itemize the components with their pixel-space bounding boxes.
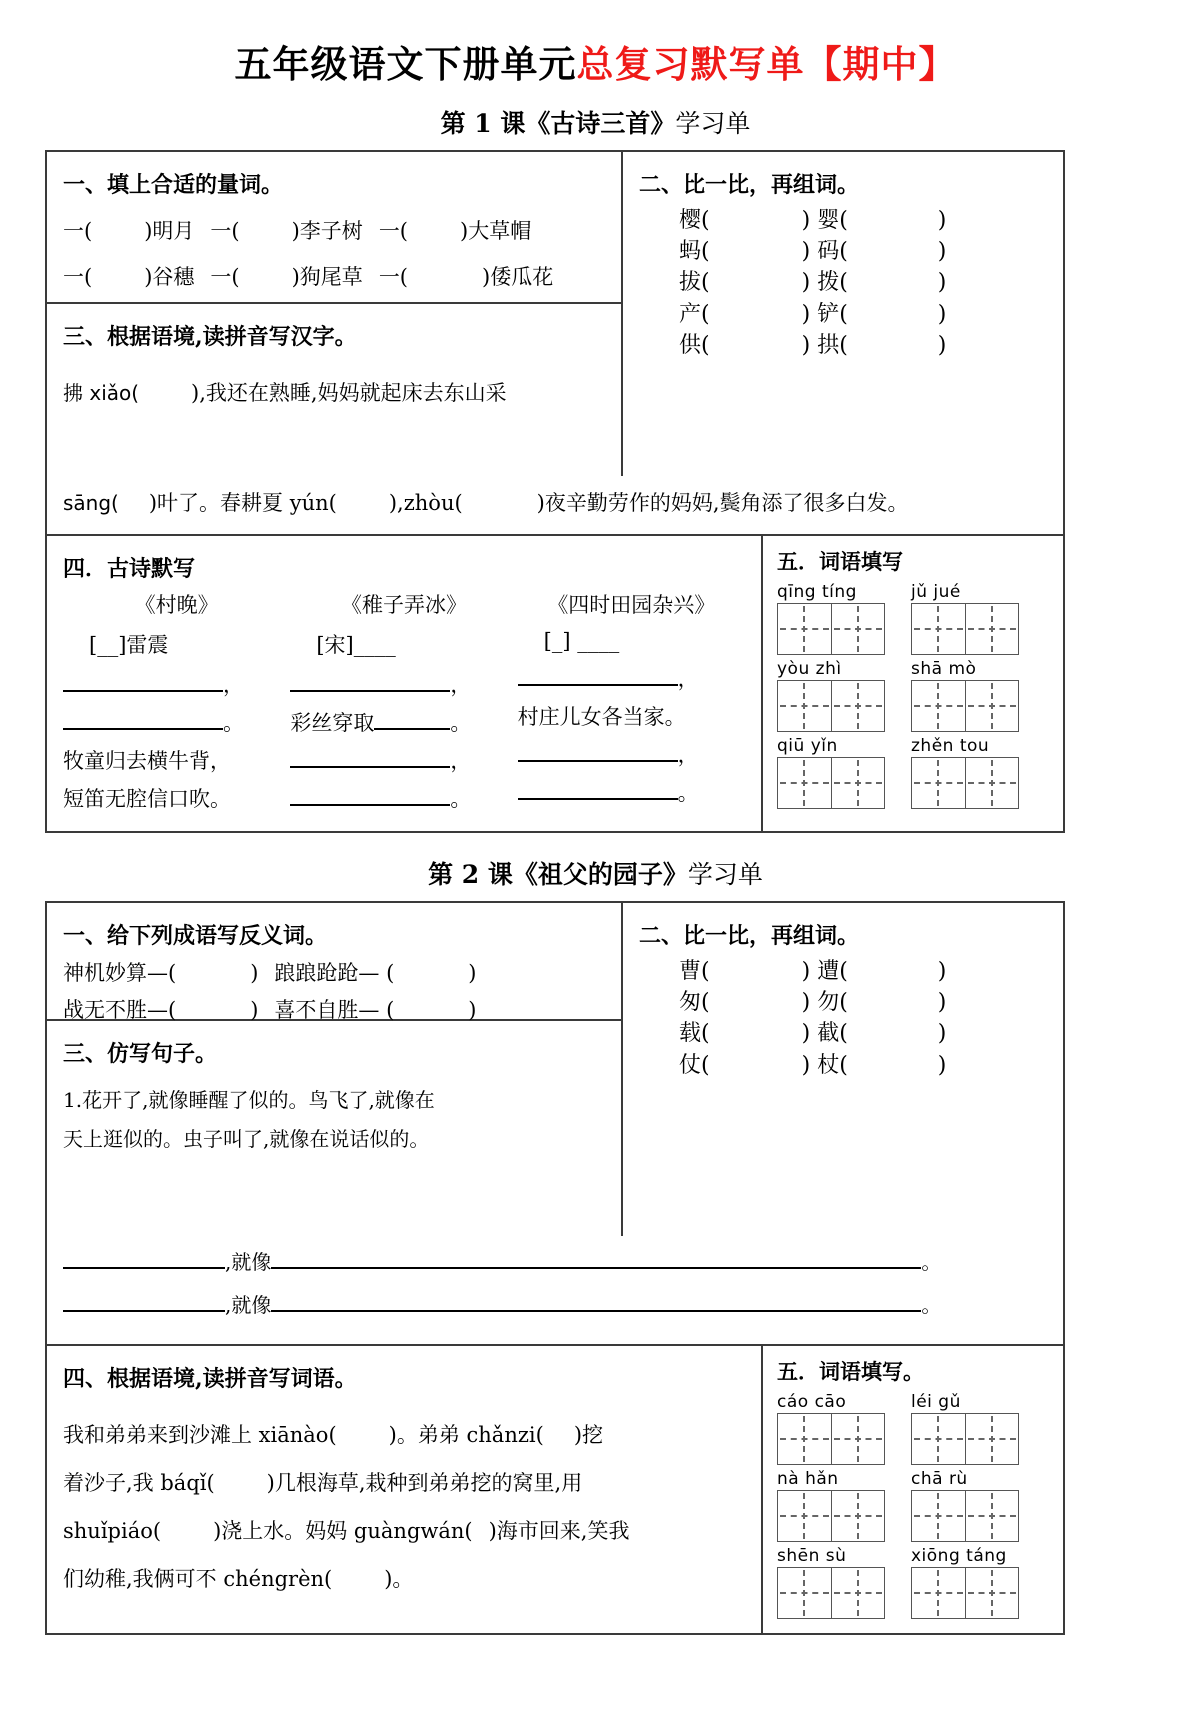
q3-line-2 [63, 487, 1047, 517]
grid-cell[interactable] [831, 604, 885, 654]
q1-b1-post: )谷穗 [144, 265, 195, 289]
grid-cell[interactable] [778, 604, 831, 654]
poem-blank[interactable] [518, 666, 678, 686]
pinyin-grid-item [777, 659, 887, 732]
poem-line [63, 669, 290, 699]
l2q2-char-right: 截( [817, 1021, 848, 1047]
grid-cell[interactable] [778, 758, 831, 808]
q4-poem-columns [63, 589, 745, 821]
q2-char-left: 产( [679, 301, 710, 327]
l2q2-paren-left: ) [801, 959, 811, 984]
l2q2-paren-right: ) [937, 959, 947, 984]
poem-punct: ， [223, 673, 244, 697]
l2q2-pair-row [679, 1018, 1047, 1049]
q2-char-left: 供( [679, 332, 710, 358]
lesson2-left-top [47, 903, 623, 1236]
q1-a1-post: )明月 [144, 219, 195, 243]
l2q1-paren: ) [250, 961, 259, 985]
q2-paren-left: ) [801, 270, 811, 296]
poem-blank[interactable] [290, 786, 450, 806]
grid-cell[interactable] [831, 1491, 885, 1541]
poem-column [518, 589, 745, 821]
grid-cell[interactable] [778, 681, 831, 731]
grid-cell[interactable] [965, 1414, 1019, 1464]
poem-line [518, 739, 745, 769]
tianzige-grid[interactable] [777, 680, 885, 732]
l2q2-char-left: 匆( [679, 990, 710, 1016]
pinyin-grid-item [911, 1546, 1021, 1619]
l2q1-idiom-right: 喜不自胜— ( [274, 998, 395, 1022]
q5-title: 五．词语填写 [777, 549, 903, 574]
l2q1-paren: ) [468, 998, 477, 1022]
poem-blank[interactable] [290, 748, 450, 768]
tianzige-grid[interactable] [911, 1490, 1019, 1542]
poem-line: 牧童归去横牛背， [63, 749, 231, 773]
poem-line [290, 745, 517, 775]
l2q2-char-right: 遭( [817, 959, 848, 984]
poem-text: 彩丝穿取 [290, 711, 375, 735]
q1-a2-post: )李子树 [291, 219, 363, 243]
tianzige-grid[interactable] [911, 1567, 1019, 1619]
l2q4-text: 我和弟弟来到沙滩上 xiānào( [63, 1423, 337, 1447]
lesson1-heading-mid: 《古诗三首》 [525, 109, 676, 138]
grid-cell[interactable] [831, 758, 885, 808]
l2q1-paren: ) [250, 998, 259, 1022]
q2-char-right: 婴( [817, 208, 848, 233]
poem-title: 《村晚》 [134, 593, 219, 617]
grid-cell[interactable] [912, 604, 965, 654]
grid-cell[interactable] [965, 681, 1019, 731]
lesson1-left-top [47, 152, 623, 476]
tianzige-grid[interactable] [777, 1413, 885, 1465]
l2q2-char-right: 杖( [817, 1052, 848, 1078]
poem-blank[interactable] [374, 710, 450, 730]
l2q4-text: shuǐpiáo( [63, 1519, 162, 1543]
pinyin-label: jǔ jué [911, 582, 961, 602]
l2q4-line-3 [63, 1515, 745, 1545]
grid-cell[interactable] [912, 1568, 965, 1618]
tianzige-grid[interactable] [777, 1567, 885, 1619]
tianzige-grid[interactable] [777, 1490, 885, 1542]
page-title [45, 34, 1146, 88]
grid-cell[interactable] [965, 1491, 1019, 1541]
l2q2-word-pairs [679, 956, 1047, 1081]
l2q3-example-line-1: 1.花开了,就像睡醒了似的。鸟飞了,就像在 [63, 1088, 435, 1112]
poem-punct: 。 [223, 711, 244, 735]
poem-column [290, 589, 517, 821]
q2-paren-left: ) [801, 208, 811, 233]
l2q5-container [763, 1346, 1063, 1633]
q4-container [47, 536, 763, 831]
l2q2-paren-right: ) [937, 990, 947, 1016]
lesson2-row-bottom [47, 1346, 1063, 1633]
pinyin-label: qiū yǐn [777, 736, 838, 756]
q1-b2-pre: 一( [210, 265, 240, 289]
grid-cell[interactable] [965, 604, 1019, 654]
l2q5-title: 五．词语填写。 [777, 1359, 924, 1384]
q1-b3-post: )倭瓜花 [482, 265, 554, 289]
l2q3-punct: 。 [921, 1250, 942, 1274]
poem-line [518, 663, 745, 693]
grid-cell[interactable] [831, 1568, 885, 1618]
l2q1-idiom-right: 踉踉跄跄— ( [274, 961, 395, 985]
q1-b2-post: )狗尾草 [291, 265, 363, 289]
l2q4-text: )挖 [573, 1423, 604, 1447]
tianzige-grid[interactable] [777, 603, 885, 655]
poem-title: 《四时田园杂兴》 [547, 593, 716, 617]
poem-line [290, 783, 517, 813]
l2q4-text: 们幼稚,我俩可不 chéngrèn( [63, 1567, 333, 1591]
q2-char-right: 码( [817, 239, 848, 265]
page-title-black: 五年级语文下册单元 [234, 42, 577, 86]
l2q4-title: 四、根据语境,读拼音写词语。 [63, 1366, 357, 1392]
l2q1-container [47, 903, 623, 1021]
l2q4-line-1 [63, 1419, 745, 1449]
q2-char-right: 拱( [817, 332, 848, 358]
l2q3-fill-row [63, 1289, 1047, 1318]
q2-paren-right: ) [937, 239, 947, 265]
l2q3-blank[interactable] [271, 1249, 921, 1269]
l2q2-paren-right: ) [937, 1052, 947, 1078]
pinyin-label: yòu zhì [777, 659, 842, 679]
q1-b3-pre: 一( [378, 265, 409, 289]
lesson1-heading-post: 学习单 [675, 109, 751, 138]
l2q2-char-left: 仗( [679, 1052, 710, 1078]
q1-a1-pre: 一( [63, 219, 93, 243]
q2-paren-right: ) [937, 270, 947, 296]
tianzige-grid[interactable] [911, 680, 1019, 732]
l2q3-title: 三、仿写句子。 [63, 1041, 218, 1067]
grid-cell[interactable] [912, 1491, 965, 1541]
l2q5-word-row [777, 1546, 1051, 1619]
q2-char-left: 樱( [679, 208, 710, 233]
q2-paren-right: ) [937, 332, 947, 358]
tianzige-grid[interactable] [777, 757, 885, 809]
poem-punct: ， [450, 673, 472, 697]
lesson1-row-top [47, 152, 1063, 476]
poem-blank[interactable] [518, 742, 678, 762]
q2-word-pairs [679, 205, 1047, 361]
l2q2-pair-row [679, 987, 1047, 1018]
q2-char-right: 拨( [817, 270, 848, 296]
q3-line-1 [63, 377, 605, 407]
q3-line2-text-a: )叶了。春耕夏 yún( [148, 491, 337, 515]
l2q1-paren: ) [468, 961, 477, 985]
pinyin-grid-item [911, 1392, 1021, 1465]
l2q3-blank[interactable] [63, 1292, 225, 1312]
q2-paren-left: ) [801, 301, 811, 327]
tianzige-grid[interactable] [911, 603, 1019, 655]
l2q2-paren-left: ) [801, 990, 811, 1016]
poem-blank[interactable] [63, 672, 223, 692]
l2q1-idiom-left: 战无不胜—( [63, 998, 177, 1022]
l2q3-container [47, 1021, 623, 1236]
q2-pair-row [679, 236, 1047, 267]
pinyin-label: xiōng táng [911, 1546, 1007, 1566]
q2-char-left: 蚂( [679, 239, 710, 265]
grid-cell[interactable] [965, 1568, 1019, 1618]
grid-cell[interactable] [912, 758, 965, 808]
q1-container [47, 152, 623, 304]
l2q3-punct: 。 [921, 1293, 942, 1317]
pinyin-grid-item [911, 582, 1021, 655]
q2-paren-right: ) [937, 301, 947, 327]
q2-pair-row [679, 299, 1047, 330]
pinyin-label: cáo cāo [777, 1392, 847, 1412]
q3-line-2-container [47, 476, 1063, 536]
poem-title: 《稚子弄冰》 [340, 593, 467, 617]
q2-pair-row [679, 205, 1047, 236]
poem-punct: 。 [450, 787, 472, 811]
l2q3-conn: ,就像 [225, 1293, 272, 1317]
poem-punct: 。 [677, 781, 699, 805]
l2q4-text: 着沙子,我 báqǐ( [63, 1471, 215, 1495]
grid-cell[interactable] [778, 1568, 831, 1618]
q2-title: 二、比一比，再组词。 [639, 172, 860, 198]
q1-title: 一、填上合适的量词。 [63, 172, 284, 198]
l2q4-container [47, 1346, 763, 1633]
l2q1-idiom-left: 神机妙算—( [63, 961, 177, 985]
l2q1-row [63, 957, 605, 987]
grid-cell[interactable] [778, 1491, 831, 1541]
poem-line [518, 777, 745, 807]
lesson2-heading [45, 855, 1146, 891]
lesson2-heading-mid: 《祖父的园子》 [512, 860, 688, 889]
lesson1-heading [45, 104, 1146, 140]
l2q3-example-line-2: 天上逛似的。虫子叫了,就像在说话似的。 [63, 1127, 430, 1151]
lesson2-right-top [623, 903, 1063, 1236]
poem-author[interactable]: [__]雷震 [89, 633, 169, 657]
lesson2-block [45, 901, 1065, 1635]
pinyin-label: shēn sù [777, 1546, 847, 1566]
lesson1-block [45, 150, 1065, 833]
l2q3-conn: ,就像 [225, 1250, 272, 1274]
l2q3-fill-row [63, 1246, 1047, 1275]
grid-cell[interactable] [912, 1414, 965, 1464]
q2-paren-left: ) [801, 332, 811, 358]
l2q2-paren-left: ) [801, 1021, 811, 1047]
l2q2-paren-right: ) [937, 1021, 947, 1047]
q3-container [47, 304, 623, 476]
l2q3-blank[interactable] [63, 1249, 225, 1269]
q3-line2-text-b: ),zhòu( [388, 491, 463, 515]
q1-b1-pre: 一( [63, 265, 93, 289]
l2q4-line-2 [63, 1467, 745, 1497]
l2q1-title: 一、给下列成语写反义词。 [63, 923, 328, 949]
worksheet-page [0, 34, 1191, 1718]
q2-pair-row [679, 267, 1047, 298]
l2q4-text: )。弟弟 chǎnzi( [388, 1423, 544, 1447]
l2q4-text: )浇上水。妈妈 guàngwán( [213, 1519, 473, 1543]
lesson2-heading-post: 学习单 [687, 860, 763, 889]
lesson1-heading-pre: 第 1 课 [440, 109, 526, 138]
poem-punct: ， [450, 749, 472, 773]
poem-line: 短笛无腔信口吹。 [63, 787, 231, 811]
q5-word-row [777, 736, 1051, 809]
pinyin-label: qīng tíng [777, 582, 857, 602]
poem-blank[interactable] [63, 710, 223, 730]
lesson1-right-top [623, 152, 1063, 476]
q3-line2-text-c: )夜辛勤劳作的妈妈,鬓角添了很多白发。 [536, 491, 909, 515]
q1-line-1 [63, 215, 605, 245]
q3-pinyin-sang: sāng( [63, 491, 119, 515]
q4-title: 四．古诗默写 [63, 556, 196, 582]
q3-line1-text: ),我还在熟睡,妈妈就起床去东山采 [191, 381, 507, 405]
pinyin-label: nà hǎn [777, 1469, 839, 1489]
grid-cell[interactable] [912, 681, 965, 731]
q1-line-2 [63, 261, 605, 291]
grid-cell[interactable] [778, 1414, 831, 1464]
l2q3-blank[interactable] [271, 1292, 921, 1312]
q3-title: 三、根据语境,读拼音写汉字。 [63, 324, 357, 350]
l2q2-title: 二、比一比，再组词。 [639, 923, 860, 949]
l2q1-row [63, 994, 605, 1024]
q2-paren-left: ) [801, 239, 811, 265]
l2q5-word-row [777, 1392, 1051, 1465]
q2-pair-row [679, 330, 1047, 361]
lesson2-heading-pre: 第 2 课 [428, 860, 513, 889]
pinyin-grid-item [911, 1469, 1021, 1542]
q1-a2-pre: 一( [210, 219, 240, 243]
poem-author[interactable]: [_] ____ [543, 629, 620, 653]
grid-cell[interactable] [965, 758, 1019, 808]
q5-word-row [777, 659, 1051, 732]
l2q2-pair-row [679, 956, 1047, 987]
grid-cell[interactable] [831, 1414, 885, 1464]
l2q3-fill-container [47, 1246, 1063, 1346]
pinyin-grid-item [777, 582, 887, 655]
l2q2-container [623, 903, 1063, 1127]
pinyin-label: shā mò [911, 659, 977, 679]
poem-line [63, 707, 290, 737]
q3-pinyin-xiao: 拂 xiǎo( [63, 381, 140, 405]
pinyin-grid-item [777, 1392, 887, 1465]
l2q4-text: )几根海草,栽种到弟弟挖的窝里,用 [266, 1471, 583, 1495]
pinyin-label: zhěn tou [911, 736, 990, 756]
pinyin-grid-item [777, 1469, 887, 1542]
page-title-red: 总复习默写单【期中】 [576, 42, 957, 86]
q1-a3-pre: 一( [378, 219, 409, 243]
pinyin-grid-item [911, 736, 1021, 809]
grid-cell[interactable] [831, 681, 885, 731]
poem-punct: ， [677, 743, 699, 767]
poem-punct: ， [677, 667, 699, 691]
poem-blank[interactable] [290, 672, 450, 692]
lesson1-row-bottom [47, 536, 1063, 831]
q2-char-left: 拔( [679, 270, 710, 296]
l2q2-char-right: 勿( [817, 990, 848, 1016]
pinyin-grid-item [777, 1546, 887, 1619]
poem-line [290, 669, 517, 699]
pinyin-grid-item [777, 736, 887, 809]
pinyin-label: chā rù [911, 1469, 968, 1489]
q2-container [623, 152, 1063, 418]
poem-line: 村庄儿女各当家。 [517, 705, 686, 729]
pinyin-label: léi gǔ [911, 1392, 961, 1412]
pinyin-grid-item [911, 659, 1021, 732]
q5-word-row [777, 582, 1051, 655]
l2q4-text: )海市回来,笑我 [488, 1519, 630, 1543]
q5-container [763, 536, 1063, 831]
l2q2-char-left: 载( [679, 1021, 710, 1047]
q2-paren-right: ) [937, 208, 947, 233]
l2q5-word-row [777, 1469, 1051, 1542]
q1-a3-post: )大草帽 [460, 219, 532, 243]
poem-column [63, 589, 290, 821]
poem-punct: 。 [450, 711, 472, 735]
q2-char-right: 铲( [817, 301, 848, 327]
l2q4-text: )。 [384, 1567, 414, 1591]
l2q2-pair-row [679, 1050, 1047, 1081]
lesson2-row-top [47, 903, 1063, 1236]
l2q4-line-4 [63, 1563, 745, 1593]
poem-author[interactable]: [宋]____ [316, 633, 396, 657]
poem-blank[interactable] [518, 780, 678, 800]
tianzige-grid[interactable] [911, 1413, 1019, 1465]
tianzige-grid[interactable] [911, 757, 1019, 809]
l2q2-char-left: 曹( [679, 959, 710, 984]
l2q2-paren-left: ) [801, 1052, 811, 1078]
poem-line [290, 707, 517, 737]
